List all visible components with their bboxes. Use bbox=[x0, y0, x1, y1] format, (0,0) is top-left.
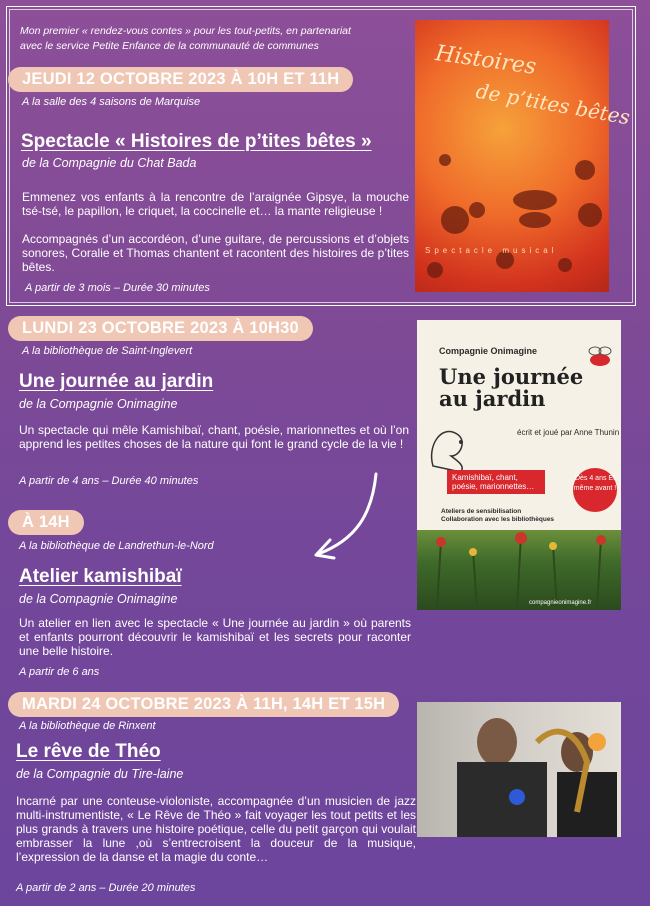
event3-description: Un atelier en lien avec le spectacle « Une journée au jardin » où parents et enfants pourront découvrir le kamishibaï et les secrets pour raconter une belle histoire. bbox=[19, 616, 411, 658]
event3-company: de la Compagnie Onimagine bbox=[19, 592, 178, 606]
poster1-title-2: de p’tites bêtes bbox=[474, 78, 632, 130]
event1-description-1: Emmenez vos enfants à la rencontre de l’araignée Gipsye, la mouche tsé-tsé, le papillon, le criquet, la coccinelle et… la mante religieuse ! bbox=[22, 190, 409, 218]
event4-photo bbox=[417, 702, 621, 837]
event1-title: Spectacle « Histoires de p’tites bêtes » bbox=[21, 131, 372, 152]
poster2-workshop bbox=[441, 508, 554, 524]
poster1-subtitle: Spectacle musical bbox=[425, 246, 558, 255]
event2-meta: A partir de 4 ans – Durée 40 minutes bbox=[19, 475, 199, 487]
event4-title: Le rêve de Théo bbox=[16, 741, 161, 762]
poster2-workshop-2: Collaboration avec les bibliothèques bbox=[441, 516, 555, 523]
poster2-author: écrit et joué par Anne Thunin bbox=[517, 428, 620, 437]
event2-poster-image bbox=[417, 320, 621, 610]
event2-venue: A la bibliothèque de Saint-Inglevert bbox=[22, 345, 193, 357]
poster2-grass-illustration bbox=[417, 530, 621, 610]
event4-date-badge: MARDI 24 OCTOBRE 2023 À 11H, 14H ET 15H bbox=[8, 692, 399, 717]
intro-line-2: avec le service Petite Enfance de la communauté de communes bbox=[20, 40, 319, 52]
event1-venue: A la salle des 4 saisons de Marquise bbox=[22, 96, 201, 108]
poster2-url: compagnieonimagine.fr bbox=[529, 600, 592, 606]
flowers-illustration bbox=[417, 530, 621, 610]
event4-venue: A la bibliothèque de Rinxent bbox=[19, 720, 156, 732]
event4-meta: A partir de 2 ans – Durée 20 minutes bbox=[16, 882, 196, 894]
poster2-title: Une journée au jardin bbox=[439, 364, 584, 411]
musicians-photo-illustration bbox=[417, 702, 621, 837]
event4-description: Incarné par une conteuse-violoniste, accompagnée d’un musicien de jazz multi-instrumentiste, « Le Rêve de Théo » fait voyager les tout petits et les plus grands à travers une histoire poétique, celle du petit garçon qui voulait embrasser la lune ,où s’entrecroisent la douceur de la musique, l’expression de la danse et la magie du conte… bbox=[16, 794, 416, 864]
event4-company: de la Compagnie du Tire-laine bbox=[16, 767, 184, 781]
event1-description-2: Accompagnés d’un accordéon, d’une guitare, de percussions et d’objets sonores, Coralie et Thomas chantent et racontent des histoires de p’tites bêtes. bbox=[22, 232, 409, 274]
poster1-title-1: Histoires bbox=[433, 41, 538, 80]
curved-arrow-icon bbox=[300, 470, 390, 565]
poster2-workshop-1: Ateliers de sensibilisation bbox=[441, 508, 522, 515]
event2-date-badge: LUNDI 23 OCTOBRE 2023 À 10H30 bbox=[8, 316, 313, 341]
intro-text bbox=[20, 24, 410, 54]
event2-company: de la Compagnie Onimagine bbox=[19, 397, 178, 411]
squirrel-icon bbox=[421, 416, 481, 476]
intro-line-1: Mon premier « rendez-vous contes » pour les tout-petits, en partenariat bbox=[20, 25, 351, 37]
event3-venue: A la bibliothèque de Landrethun-le-Nord bbox=[19, 540, 214, 552]
poster2-age-badge: Dès 4 ans Et même avant ! bbox=[573, 468, 617, 512]
event3-time-badge: À 14H bbox=[8, 510, 84, 535]
event2-title: Une journée au jardin bbox=[19, 371, 214, 392]
event1-poster-image bbox=[415, 20, 632, 292]
poster2-badge: Kamishibaï, chant, poésie, marionnettes… bbox=[447, 470, 545, 494]
bee-icon bbox=[583, 342, 617, 372]
event3-title: Atelier kamishibaï bbox=[19, 566, 182, 587]
event1-company: de la Compagnie du Chat Bada bbox=[22, 156, 197, 170]
poster2-company: Compagnie Onimagine bbox=[439, 346, 538, 356]
event1-date-badge: JEUDI 12 OCTOBRE 2023 À 10H ET 11H bbox=[8, 67, 353, 92]
event1-meta: A partir de 3 mois – Durée 30 minutes bbox=[25, 282, 210, 294]
event2-description: Un spectacle qui mêle Kamishibaï, chant, poésie, marionnettes et où l’on apprend les petites choses de la nature qui font le grand cycle de la vie ! bbox=[19, 423, 409, 451]
event3-meta: A partir de 6 ans bbox=[19, 666, 100, 678]
